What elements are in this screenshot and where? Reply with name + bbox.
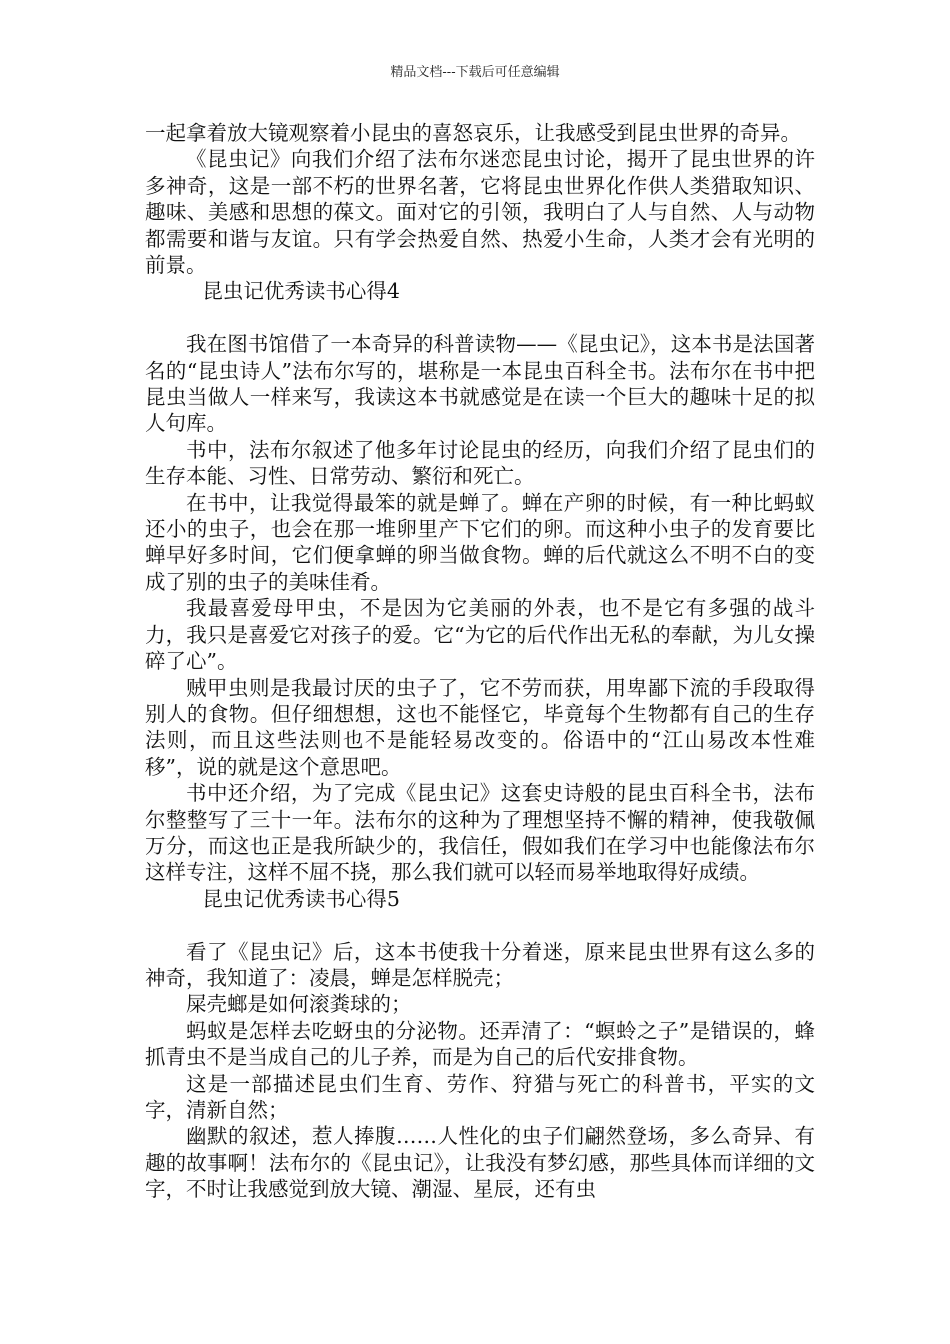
page-header: 精品文档---下载后可任意编辑 (390, 65, 560, 80)
blank-line (145, 305, 815, 331)
blank-line (145, 912, 815, 938)
paragraph: 看了《昆虫记》后，这本书使我十分着迷，原来昆虫世界有这么多的神奇，我知道了：凌晨，蝉是怎样脱壳； (145, 939, 815, 990)
paragraph: 一起拿着放大镜观察着小昆虫的喜怒哀乐，让我感受到昆虫世界的奇异。 (145, 121, 801, 145)
paragraph: 我最喜爱母甲虫，不是因为它美丽的外表，也不是它有多强的战斗力，我只是喜爱它对孩子的爱。它“为它的后代作出无私的奉献，为儿女操碎了心”。 (145, 596, 815, 674)
paragraph: 我在图书馆借了一本奇异的科普读物——《昆虫记》，这本书是法国著名的“昆虫诗人”法布尔写的，堪称是一本昆虫百科全书。法布尔在书中把昆虫当做人一样来写，我读这本书就感觉是在读一个巨大的趣味十足的拟人句库。 (145, 332, 815, 436)
paragraph: 在书中，让我觉得最笨的就是蝉了。蝉在产卵的时候，有一种比蚂蚁还小的虫子，也会在那一堆卵里产下它们的卵。而这种小虫子的发育要比蝉早好多时间，它们便拿蝉的卵当做食物。蝉的后代就这么不明不白的变成了别的虫子的美味佳肴。 (145, 490, 815, 594)
paragraph: 幽默的叙述，惹人捧腹……人性化的虫子们翩然登场，多么奇异、有趣的故事啊！法布尔的《昆虫记》，让我没有梦幻感，那些具体而详细的文字，不时让我感觉到放大镜、潮湿、星辰，还有虫 (145, 1124, 815, 1202)
section-heading: 昆虫记优秀读书心得4 (202, 279, 400, 304)
paragraph: 书中还介绍，为了完成《昆虫记》这套史诗般的昆虫百科全书，法布尔整整写了三十一年。法布尔的这种为了理想坚持不懈的精神，使我敬佩万分，而这也正是我所缺少的，我信任，假如我们在学习中也能像法布尔这样专注，这样不屈不挠，那么我们就可以轻而易举地取得好成绩。 (145, 781, 815, 885)
document-body (145, 120, 815, 1203)
paragraph: 这是一部描述昆虫们生育、劳作、狩猎与死亡的科普书，平实的文字，清新自然； (145, 1071, 815, 1122)
paragraph: 《昆虫记》向我们介绍了法布尔迷恋昆虫讨论，揭开了昆虫世界的许多神奇，这是一部不朽的世界名著，它将昆虫世界化作供人类猎取知识、趣味、美感和思想的葆文。面对它的引领，我明白了人与自然、人与动物都需要和谐与友谊。只有学会热爱自然、热爱小生命，人类才会有光明的前景。 (145, 147, 815, 278)
paragraph: 书中，法布尔叙述了他多年讨论昆虫的经历，向我们介绍了昆虫们的生存本能、习性、日常劳动、繁衍和死亡。 (145, 437, 815, 489)
section-heading: 昆虫记优秀读书心得5 (202, 886, 400, 911)
paragraph: 贼甲虫则是我最讨厌的虫子了，它不劳而获，用卑鄙下流的手段取得别人的食物。但仔细想想，这也不能怪它，毕竟每个生物都有自己的生存法则，而且这些法则也不是能轻易改变的。俗语中的“江山易改本性难移”，说的就是这个意思吧。 (145, 675, 815, 779)
paragraph: 蚂蚁是怎样去吃蚜虫的分泌物。还弄清了：“螟蛉之子”是错误的，蜂抓青虫不是当成自己的儿子养，而是为自己的后代安排食物。 (145, 1018, 815, 1070)
paragraph: 屎壳螂是如何滚粪球的； (186, 992, 412, 1017)
